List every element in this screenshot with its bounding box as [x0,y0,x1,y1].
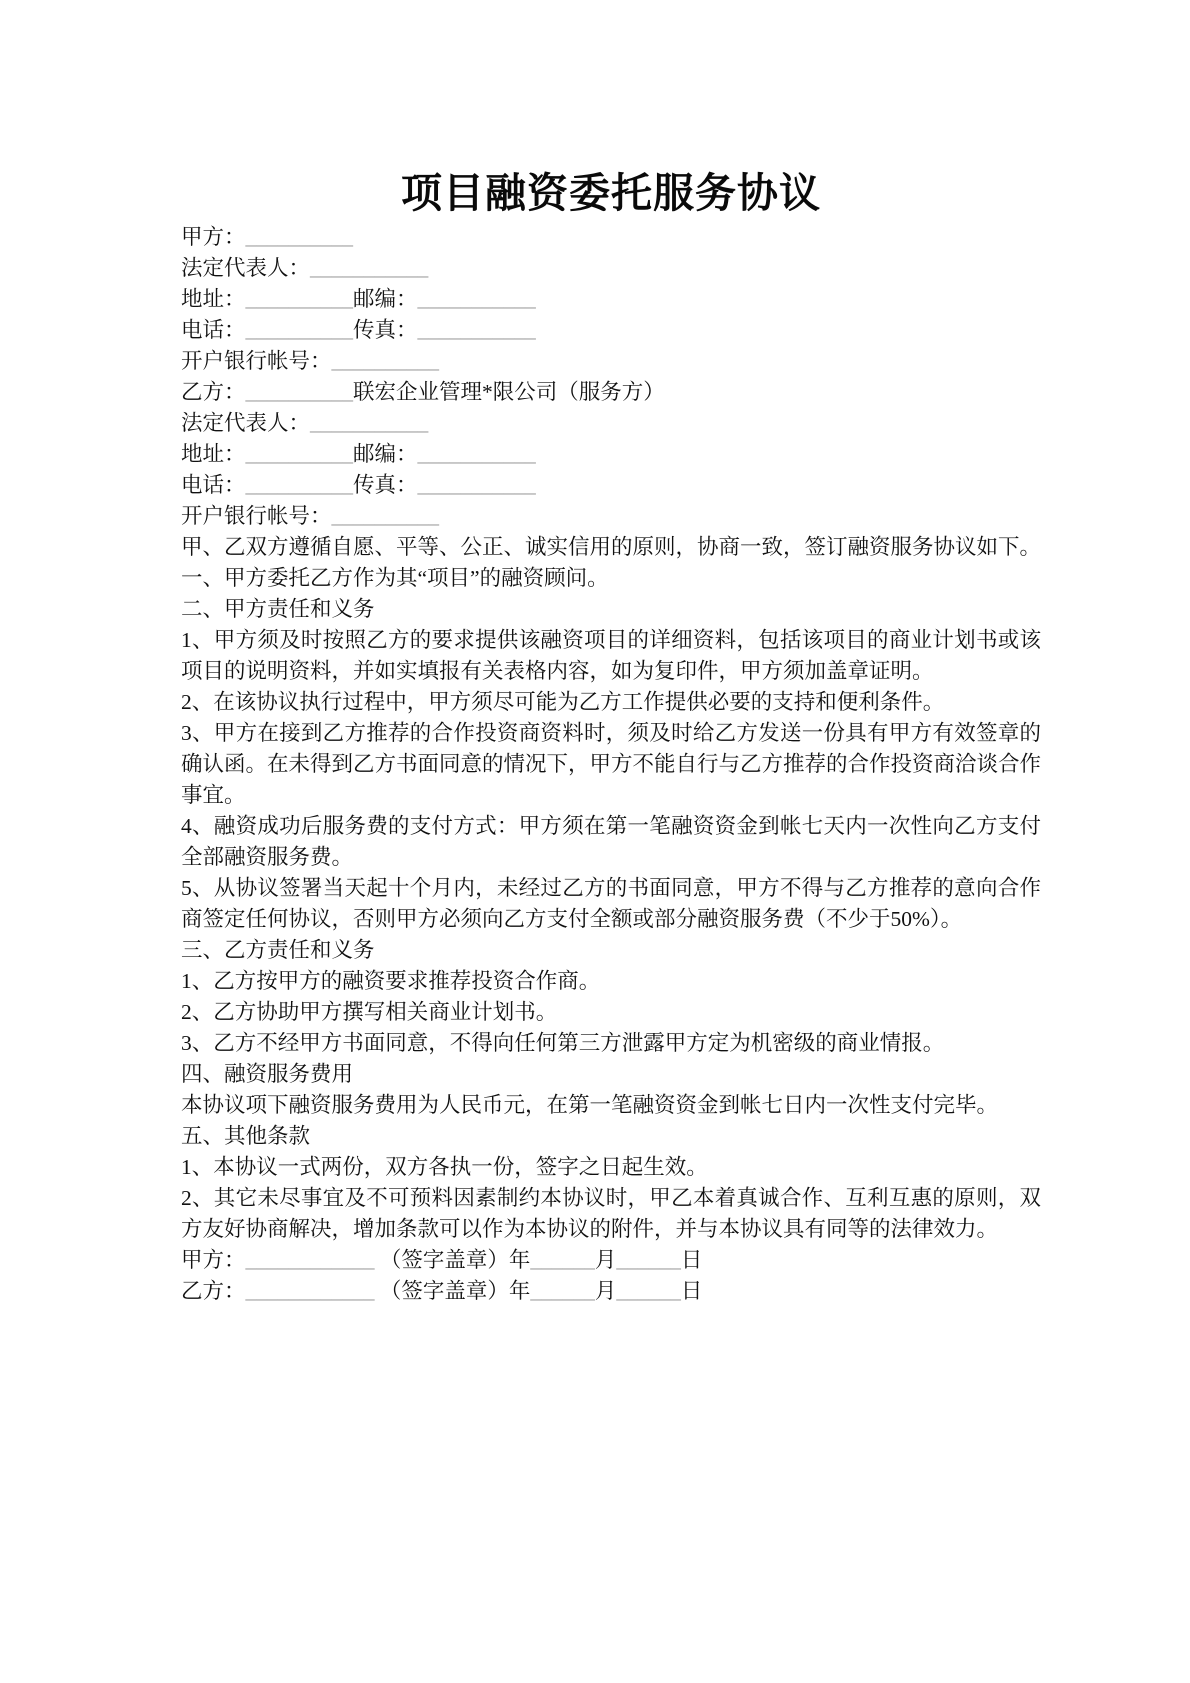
fill-in-blank: __________ [245,318,354,342]
document-title: 项目融资委托服务协议 [401,170,821,216]
fill-in-blank: ___________ [310,411,429,435]
party-a-phone-line: 电话：__________传真：___________ [181,318,536,342]
fill-in-blank: ______ [530,1279,595,1303]
fill-in-blank: ___________ [417,287,536,311]
fill-in-blank: __________ [331,504,440,528]
clause-3-2: 2、乙方协助甲方撰写相关商业计划书。 [181,1000,558,1024]
clause-3-3: 3、乙方不经甲方书面同意，不得向任何第三方泄露甲方定为机密级的商业情报。 [181,1031,945,1055]
fill-in-blank: ______ [616,1279,681,1303]
fill-in-blank: ____________ [245,1248,375,1272]
party-a-name-line: 甲方：__________ [181,225,354,249]
section-5-heading: 五、其他条款 [181,1124,311,1148]
preamble-text: 甲、乙双方遵循自愿、平等、公正、诚实信用的原则，协商一致，签订融资服务协议如下。 [181,535,1042,559]
fill-in-blank: __________ [245,442,354,466]
clause-2-1: 1、甲方须及时按照乙方的要求提供该融资项目的详细资料，包括该项目的商业计划书或该项目的说明资料，并如实填报有关表格内容，如为复印件，甲方须加盖章证明。 [181,628,1041,683]
fill-in-blank: ______ [530,1248,595,1272]
clause-5-1: 1、本协议一式两份，双方各执一份，签字之日起生效。 [181,1155,708,1179]
party-a-signature-line: 甲方：____________ （签字盖章）年______月______日 [181,1248,703,1272]
fill-in-blank: __________ [245,225,354,249]
clause-2-3: 3、甲方在接到乙方推荐的合作投资商资料时，须及时给乙方发送一份具有甲方有效签章的确认函。在未得到乙方书面同意的情况下，甲方不能自行与乙方推荐的合作投资商洽谈合作事宜。 [181,721,1042,807]
party-b-bank-line: 开户银行帐号：__________ [181,504,440,528]
fill-in-blank: __________ [245,287,354,311]
party-a-bank-line: 开户银行帐号：__________ [181,349,440,373]
clause-5-2: 2、其它未尽事宜及不可预料因素制约本协议时，甲乙本着真诚合作、互利互惠的原则，双方友好协商解决，增加条款可以作为本协议的附件，并与本协议具有同等的法律效力。 [181,1186,1041,1241]
party-b-signature-line: 乙方：____________ （签字盖章）年______月______日 [181,1279,703,1303]
party-b-phone-line: 电话：__________传真：___________ [181,473,536,497]
party-a-legal-rep-line: 法定代表人：___________ [181,256,429,280]
fill-in-blank: ___________ [417,442,536,466]
clause-2-2: 2、在该协议执行过程中，甲方须尽可能为乙方工作提供必要的支持和便利条件。 [181,690,945,714]
section-4-heading: 四、融资服务费用 [181,1062,354,1086]
clause-2-5: 5、从协议签署当天起十个月内，未经过乙方的书面同意，甲方不得与乙方推荐的意向合作商签定任何协议，否则甲方必须向乙方支付全额或部分融资服务费（不少于50%）。 [181,876,1041,931]
fill-in-blank: ____________ [245,1279,375,1303]
section-2-heading: 二、甲方责任和义务 [181,597,375,621]
fill-in-blank: ___________ [417,318,536,342]
fill-in-blank: __________ [245,473,354,497]
party-b-address-line: 地址：__________邮编：___________ [181,442,536,466]
fill-in-blank: ___________ [310,256,429,280]
fill-in-blank: __________ [331,349,440,373]
party-b-legal-rep-line: 法定代表人：___________ [181,411,429,435]
fill-in-blank: __________ [245,380,354,404]
section-1-line: 一、甲方委托乙方作为其“项目”的融资顾问。 [181,566,609,590]
clause-2-4: 4、融资成功后服务费的支付方式：甲方须在第一笔融资资金到帐七天内一次性向乙方支付全部融资服务费。 [181,814,1041,869]
fill-in-blank: ___________ [417,473,536,497]
section-3-heading: 三、乙方责任和义务 [181,938,375,962]
party-a-address-line: 地址：__________邮编：___________ [181,287,536,311]
party-b-name-line: 乙方：__________联宏企业管理*限公司（服务方） [181,380,665,404]
section-4-body: 本协议项下融资服务费用为人民币元，在第一笔融资资金到帐七日内一次性支付完毕。 [181,1093,999,1117]
fill-in-blank: ______ [616,1248,681,1272]
clause-3-1: 1、乙方按甲方的融资要求推荐投资合作商。 [181,969,601,993]
